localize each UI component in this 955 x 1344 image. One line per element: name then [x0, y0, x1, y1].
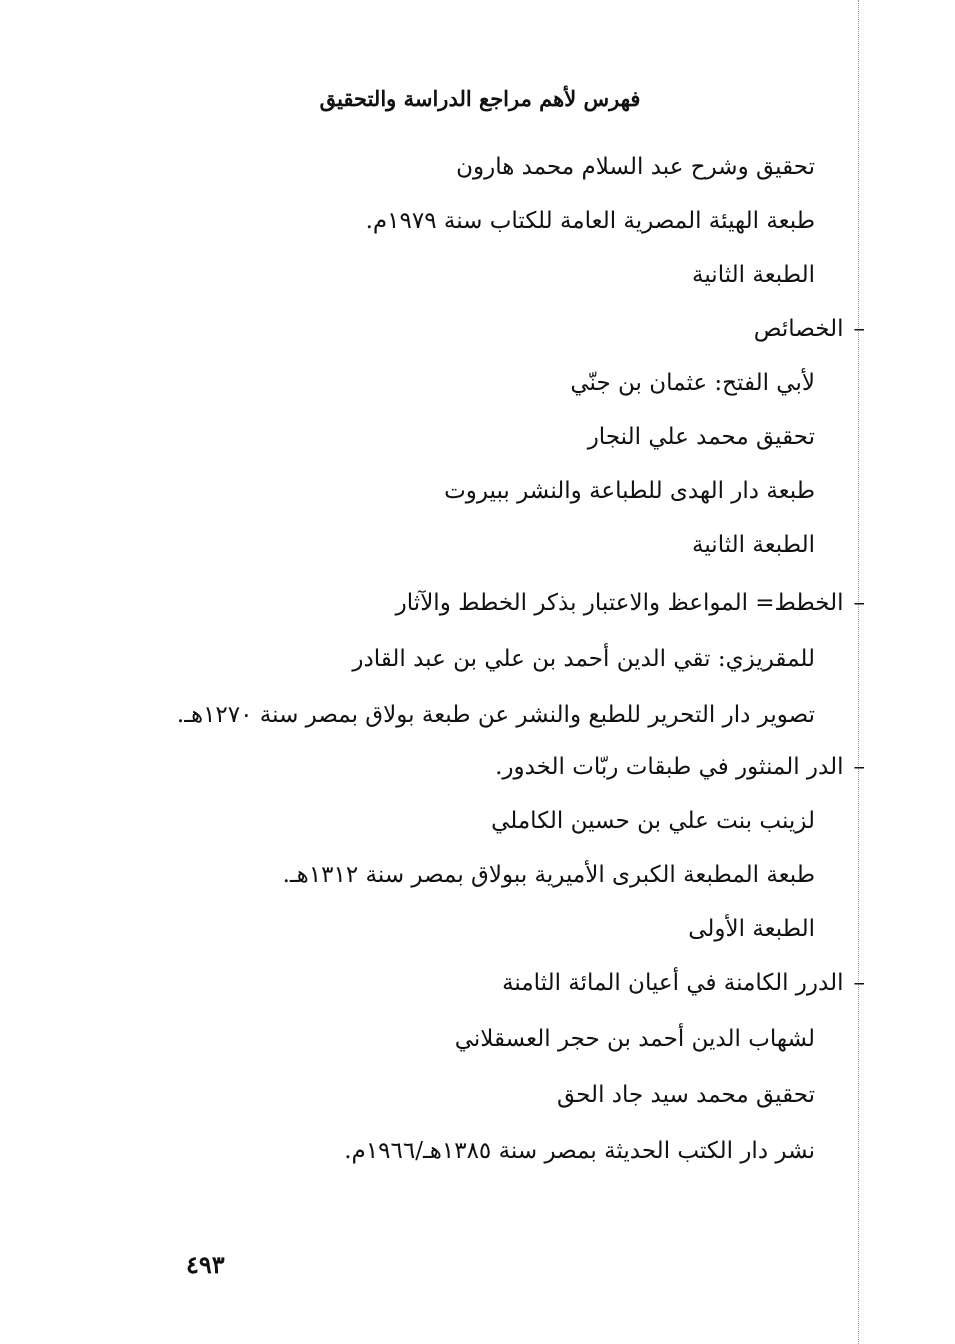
reference-line-text: للمقريزي: تقي الدين أحمد بن علي بن عبد القادر	[352, 646, 815, 672]
reference-line	[456, 152, 815, 182]
reference-line-text: لزينب بنت علي بن حسين الكاملي	[491, 808, 815, 834]
reference-line-text: الطبعة الأولى	[688, 916, 815, 942]
reference-line-text: تصوير دار التحرير للطبع والنشر عن طبعة بولاق بمصر سنة ١٢٧٠هـ.	[176, 702, 815, 728]
running-header: فهرس لأهم مراجع الدراسة والتحقيق	[319, 86, 641, 111]
reference-line-text: تحقيق محمد سيد جاد الحق	[557, 1082, 815, 1108]
reference-entry-title	[495, 752, 865, 782]
reference-line	[557, 1080, 815, 1110]
reference-line-text: تحقيق وشرح عبد السلام محمد هارون	[456, 154, 815, 180]
reference-line-text: الطبعة الثانية	[692, 262, 815, 288]
reference-entry-title	[754, 314, 865, 344]
reference-line-text: الطبعة الثانية	[692, 532, 815, 558]
reference-line-text: طبعة المطبعة الكبرى الأميرية ببولاق بمصر سنة ١٣١٢هـ.	[282, 862, 815, 888]
reference-line-text: لأبي الفتح: عثمان بن جنّي	[570, 370, 815, 396]
reference-line	[283, 860, 815, 890]
reference-line	[444, 476, 815, 506]
reference-line	[588, 422, 815, 452]
reference-line-text: نشر دار الكتب الحديثة بمصر سنة ١٣٨٥هـ/١٩٦٦م.	[344, 1138, 815, 1164]
entry-title-text: الخصائص	[753, 316, 844, 342]
reference-line	[491, 806, 815, 836]
reference-line	[455, 1024, 815, 1054]
reference-entry-title	[502, 968, 865, 998]
reference-line	[692, 530, 815, 560]
reference-line	[177, 700, 815, 730]
margin-dotted-rule	[858, 0, 859, 1344]
reference-entry-title	[396, 588, 865, 618]
reference-line-text: طبعة الهيئة المصرية العامة للكتاب سنة ١٩٧٩م.	[365, 208, 815, 234]
reference-line	[352, 644, 815, 674]
reference-line	[688, 914, 815, 944]
entry-dash: –	[853, 970, 865, 996]
reference-line	[366, 206, 815, 236]
entry-title-text: الدر المنثور في طبقات ربّات الخدور.	[495, 754, 844, 780]
reference-line	[692, 260, 815, 290]
entry-dash: –	[853, 316, 865, 342]
entry-title-text: الخطط= المواعظ والاعتبار بذكر الخطط والآثار	[395, 590, 844, 616]
reference-line	[570, 368, 815, 398]
reference-line-text: تحقيق محمد علي النجار	[587, 424, 815, 450]
reference-line	[344, 1136, 815, 1166]
entry-title-text: الدرر الكامنة في أعيان المائة الثامنة	[502, 970, 844, 996]
reference-line-text: طبعة دار الهدى للطباعة والنشر ببيروت	[444, 478, 815, 504]
page-number: ٤٩٣	[186, 1250, 225, 1279]
entry-dash: –	[853, 754, 865, 780]
reference-line-text: لشهاب الدين أحمد بن حجر العسقلاني	[454, 1026, 815, 1052]
entry-dash: –	[853, 590, 865, 616]
